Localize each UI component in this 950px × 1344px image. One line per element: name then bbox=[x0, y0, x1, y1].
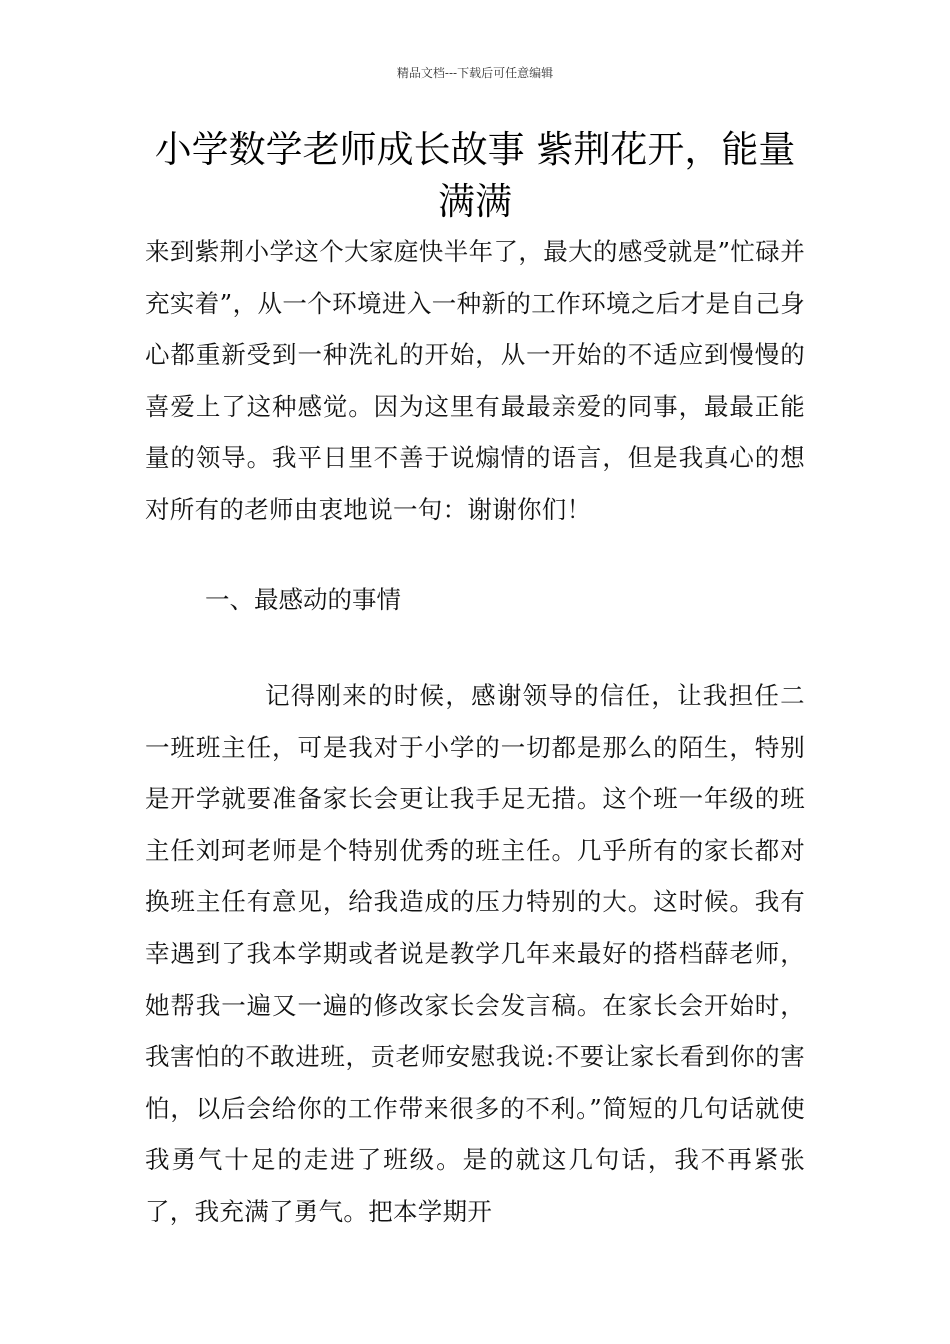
story-paragraph: 记得刚来的时候，感谢领导的信任，让我担任二一班班主任，可是我对于小学的一切都是那么的陌生，特别是开学就要准备家长会更让我手足无措。这个班一年级的班主任刘珂老师是个特别优秀的班主任。几乎所有的家长都对换班主任有意见，给我造成的压力特别的大。这时候。我有幸遇到了我本学期或者说是教学几年来最好的搭档薛老师，她帮我一遍又一遍的修改家长会发言稿。在家长会开始时，我害怕的不敢进班，贡老师安慰我说:不要让家长看到你的害怕，以后会给你的工作带来很多的不利。”简短的几句话就使我勇气十足的走进了班级。是的就这几句话，我不再紧张了，我充满了勇气。把本学期开 bbox=[145, 681, 805, 1226]
section-heading: 一、最感动的事情 bbox=[205, 585, 401, 614]
page-header-watermark: 精品文档---下载后可任意编辑 bbox=[396, 66, 554, 80]
document-title: 小学数学老师成长故事 紫荆花开，能量满满 bbox=[154, 128, 796, 223]
intro-paragraph: 来到紫荆小学这个大家庭快半年了，最大的感受就是”忙碌并充实着”，从一个环境进入一种新的工作环境之后才是自己身心都重新受到一种洗礼的开始，从一开始的不适应到慢慢的喜爱上了这种感觉。因为这里有最最亲爱的同事，最最正能量的领导。我平日里不善于说煽情的语言，但是我真心的想对所有的老师由衷地说一句：谢谢你们！ bbox=[145, 237, 805, 524]
